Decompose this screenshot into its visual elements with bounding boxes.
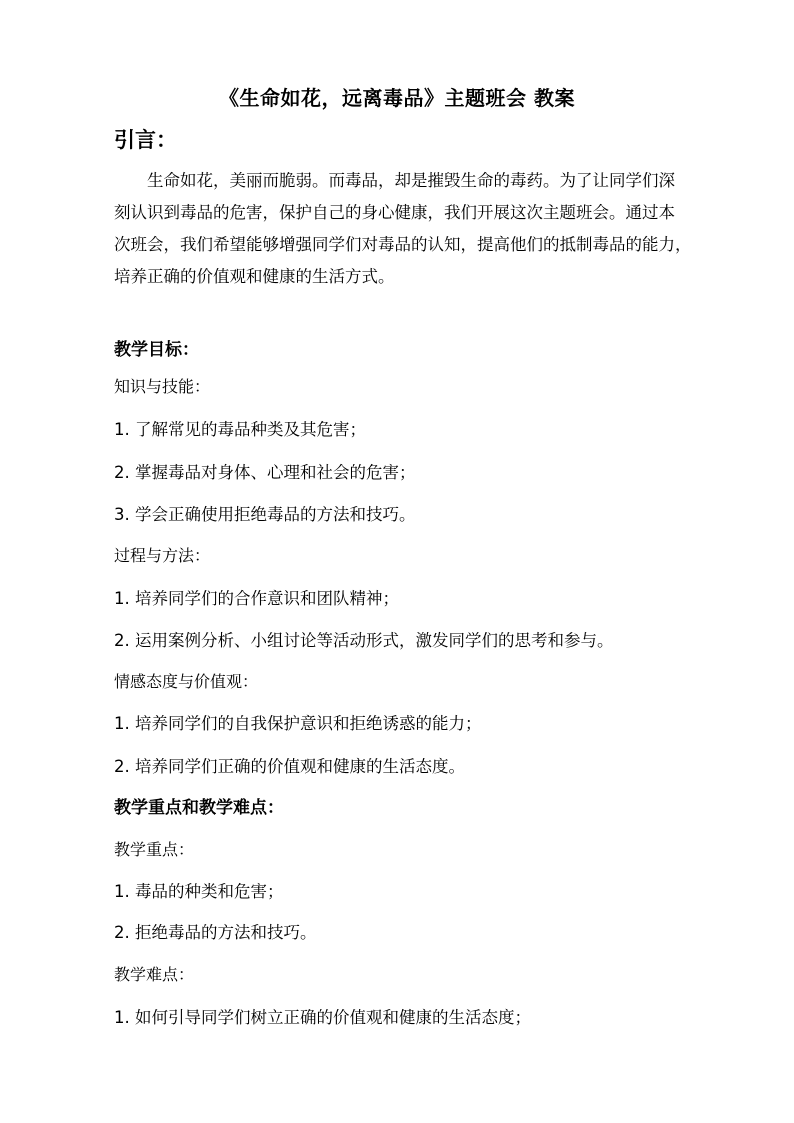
- intro-line: 刻认识到毒品的危害，保护自己的身心健康，我们开展这次主题班会。通过本: [114, 203, 675, 222]
- process-label: 过程与方法：: [114, 546, 211, 565]
- knowledge-label: 知识与技能：: [114, 377, 211, 396]
- focus-item: 1. 毒品的种类和危害；: [114, 882, 284, 901]
- attitude-label: 情感态度与价值观：: [114, 672, 259, 691]
- process-item: 2. 运用案例分析、小组讨论等活动形式，激发同学们的思考和参与。: [114, 631, 614, 650]
- process-item: 1. 培养同学们的合作意识和团队精神；: [114, 589, 399, 608]
- difficulty-item: 1. 如何引导同学们树立正确的价值观和健康的生活态度；: [114, 1008, 531, 1027]
- attitude-item: 1. 培养同学们的自我保护意识和拒绝诱惑的能力；: [114, 714, 482, 733]
- difficulty-label: 教学难点：: [114, 965, 195, 984]
- goals-heading: 教学目标：: [114, 340, 199, 360]
- focus-item: 2. 拒绝毒品的方法和技巧。: [114, 923, 317, 942]
- intro-line: 培养正确的价值观和健康的生活方式。: [114, 267, 395, 286]
- intro-line: 生命如花，美丽而脆弱。而毒品，却是摧毁生命的毒药。为了让同学们深: [147, 171, 675, 190]
- document-title: 《生命如花，远离毒品》主题班会 教案: [219, 86, 575, 110]
- intro-paragraph: [114, 165, 726, 293]
- knowledge-item: 1. 了解常见的毒品种类及其危害；: [114, 420, 366, 439]
- intro-line: 次班会，我们希望能够增强同学们对毒品的认知，提高他们的抵制毒品的能力，: [114, 235, 692, 254]
- knowledge-item: 3. 学会正确使用拒绝毒品的方法和技巧。: [114, 505, 416, 524]
- knowledge-item: 2. 掌握毒品对身体、心理和社会的危害；: [114, 463, 416, 482]
- focus-label: 教学重点：: [114, 840, 195, 859]
- attitude-item: 2. 培养同学们正确的价值观和健康的生活态度。: [114, 757, 465, 776]
- intro-heading: 引言：: [114, 128, 177, 152]
- keypoints-heading: 教学重点和教学难点：: [114, 798, 284, 818]
